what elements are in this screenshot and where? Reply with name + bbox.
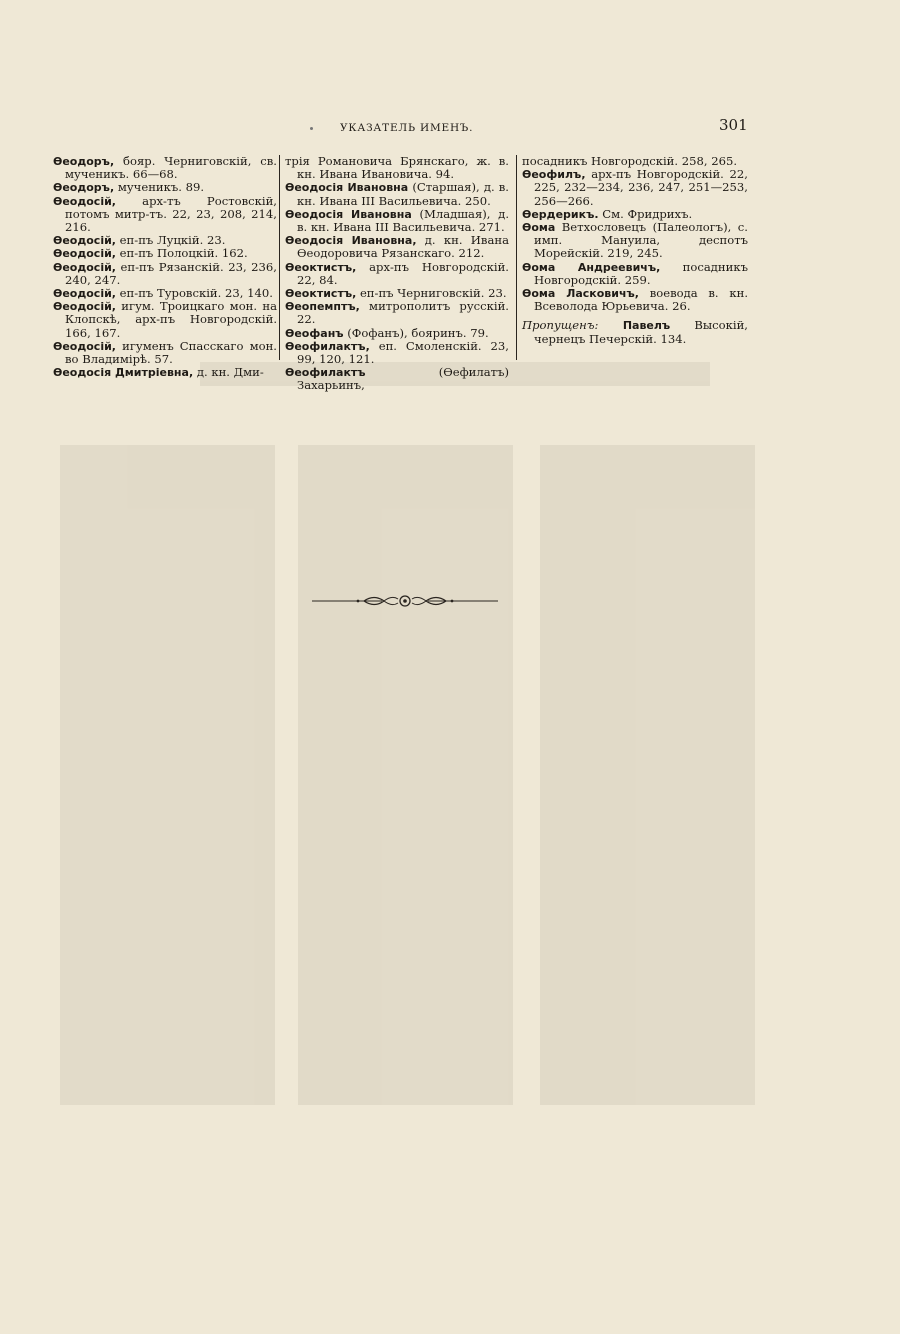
entry-text: игум. Троицкаго мон. на Клопскѣ, арх-пъ Новгородскій. 166, 167. [65, 299, 277, 340]
index-entry [285, 234, 509, 260]
entry-text: Ветхословецъ (Палеологъ), с. имп. Мануила, деспотъ Морейскій. 219, 245. [534, 220, 748, 261]
index-entry [285, 208, 509, 234]
entry-name: Ѳеодосій, [53, 247, 116, 261]
entry-name: Ѳеодосія Ивановна [285, 207, 412, 221]
entry-name: Ѳеофанъ [285, 326, 344, 340]
index-column-1 [53, 155, 277, 379]
page-number: 301 [719, 116, 748, 134]
entry-name: Ѳома Ласковичъ, [522, 287, 639, 301]
index-entry-continued [285, 155, 509, 181]
entry-text: еп-пъ Рязанскій. 23, 236, 240, 247. [65, 259, 277, 287]
entry-name: Ѳеодосій, [53, 287, 116, 301]
entry-text: еп. Смоленскій. 23, 99, 120, 121. [297, 338, 509, 367]
entry-name: Ѳердерикъ. [522, 207, 599, 221]
entry-name: Ѳеодосій, [53, 339, 116, 353]
entry-text: См. Фридрихъ. [598, 206, 693, 221]
entry-text: воевода в. кн. Всеволода Юрьевича. 26. [534, 286, 749, 314]
entry-text: еп-пъ Туровскій. 23, 140. [116, 286, 273, 301]
entry-text: Высокій, чернецъ Печерскій. 134. [534, 318, 748, 346]
entry-text: мученикъ. 89. [114, 180, 205, 195]
index-entry [285, 181, 509, 207]
entry-name: Ѳеодосій, [53, 300, 116, 314]
index-entry [285, 261, 509, 287]
index-entry [53, 195, 277, 235]
index-column-3 [522, 155, 748, 357]
index-entry [285, 366, 509, 392]
entry-name: Ѳеодоръ, [53, 181, 115, 195]
column-divider [279, 155, 280, 360]
column-divider [516, 155, 517, 360]
index-entry [285, 340, 509, 366]
index-entry [53, 366, 277, 379]
index-entry [522, 261, 748, 287]
entry-name: Ѳеодосій, [53, 260, 116, 274]
entry-text: митрополитъ русскій. 22. [297, 299, 509, 327]
entry-text: (Старшая), д. в. кн. Ивана III Васильевича. 250. [297, 180, 509, 208]
index-entry [522, 287, 748, 313]
entry-name: Ѳеопемптъ, [285, 300, 360, 314]
entry-text: д. кн. Ивана Ѳеодоровича Рязанскаго. 212. [297, 233, 509, 261]
entry-text: еп-пъ Луцкій. 23. [116, 233, 226, 248]
index-entry [53, 155, 277, 181]
entry-name: Ѳеодосія Дмитріевна, [53, 366, 194, 380]
entry-text: (Ѳефилатъ) Захарьинъ, [297, 365, 509, 393]
running-title: УКАЗАТЕЛЬ ИМЕНЪ. [340, 122, 474, 134]
entry-text: д. кн. Дми- [193, 365, 264, 380]
entry-text: (Младшая), д. в. кн. Ивана III Васильевича. 271. [297, 206, 509, 235]
decorative-rule-ornament-icon [312, 590, 498, 612]
entry-name: Ѳеофилактъ, [285, 339, 370, 353]
entry-name: Ѳеоктистъ, [285, 260, 357, 274]
index-column-2 [285, 155, 509, 393]
entry-text: игуменъ Спасскаго мон. во Владимірѣ. 57. [65, 338, 277, 367]
index-entry [522, 221, 748, 261]
entry-text: еп-пъ Черниговскій. 23. [356, 286, 507, 301]
entry-name: Ѳеодосій, [53, 234, 116, 248]
entry-name: Ѳеоктистъ, [285, 287, 357, 301]
index-entry [53, 340, 277, 366]
entry-name: Павелъ [598, 319, 671, 333]
entry-text: посадникъ Новгородскій. 259. [534, 259, 748, 287]
omitted-entry-note [522, 319, 748, 345]
entry-text: еп-пъ Полоцкій. 162. [116, 246, 248, 261]
entry-name: Ѳома [522, 221, 556, 235]
entry-text: арх-пъ Новгородскій. 22, 84. [297, 259, 509, 287]
entry-text: арх-тъ Ростовскій, потомъ митр-тъ. 22, 23, 208, 214, 216. [65, 193, 277, 235]
entry-name: Ѳеодоръ, [53, 155, 115, 168]
entry-name: Ѳеофилактъ [285, 366, 366, 380]
entry-name: Ѳеодосія Ивановна, [285, 234, 417, 248]
entry-text: посадникъ Новгородскій. 258, 265. [522, 154, 738, 168]
entry-name: Ѳеодосія Ивановна [285, 181, 409, 195]
entry-name: Ѳома Андреевичъ, [522, 260, 661, 274]
header-dot [310, 127, 313, 130]
note-label: Пропущенъ: [522, 318, 599, 333]
index-entry [285, 300, 509, 326]
entry-text: бояр. Черниговскій, св. мученикъ. 66—68. [65, 154, 277, 182]
entry-name: Ѳеофилъ, [522, 168, 586, 182]
entry-text: арх-пъ Новгородскій. 22, 225, 232—234, 236, 247, 251—253, 256—266. [534, 167, 748, 208]
entry-text: трія Романовича Брянскаго, ж. в. кн. Ивана Ивановича. 94. [285, 154, 509, 182]
entry-text: (Фофанъ), бояринъ. 79. [343, 325, 489, 340]
entry-name: Ѳеодосій, [53, 194, 116, 208]
index-entry [53, 261, 277, 287]
index-entry [53, 300, 277, 340]
index-entry [522, 168, 748, 208]
